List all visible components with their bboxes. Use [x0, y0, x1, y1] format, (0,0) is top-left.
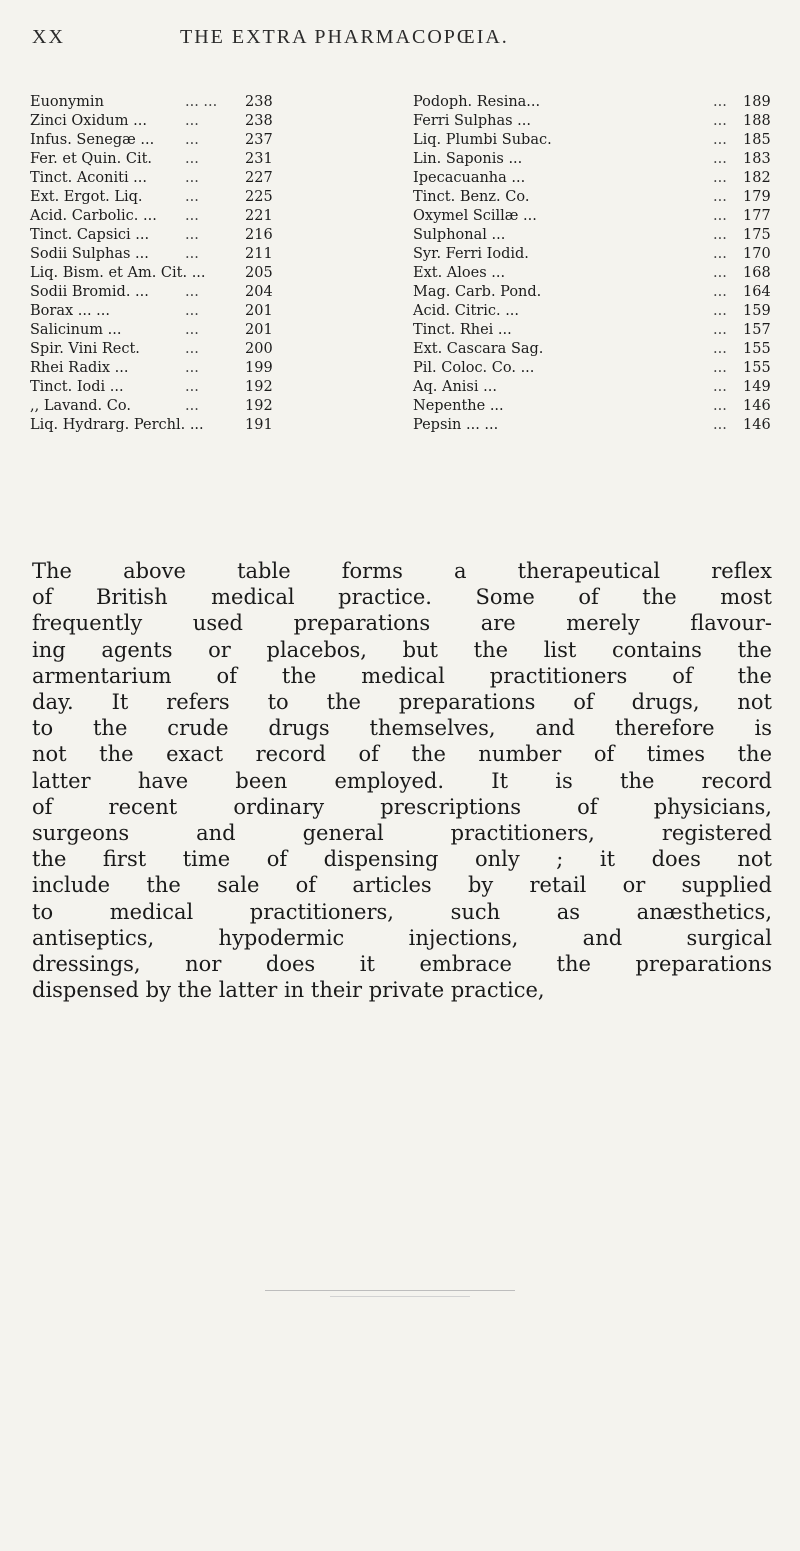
table-row: [30, 150, 400, 169]
paragraph-line: of British medical practice. Some of the most: [32, 585, 772, 610]
leader-dots: ...: [185, 322, 199, 338]
leader-dots: ...: [185, 132, 199, 148]
leader-dots: ...: [713, 227, 727, 243]
table-row: [413, 359, 793, 378]
prescription-count: 157: [743, 322, 771, 338]
preparation-name: Infus. Senegæ ...: [30, 132, 155, 148]
page-number: XX: [32, 26, 65, 48]
preparation-name: Acid. Citric. ...: [413, 303, 520, 319]
leader-dots: ...: [713, 398, 727, 414]
prescription-count: 146: [743, 417, 771, 433]
preparation-name: Tinct. Aconiti ...: [30, 170, 148, 186]
table-row: [413, 416, 793, 435]
preparation-name: Liq. Plumbi Subac.: [413, 132, 552, 148]
leader-dots: ...: [713, 341, 727, 357]
paragraph-line: dispensed by the latter in their private practice,: [32, 978, 545, 1003]
leader-dots: ...: [185, 151, 199, 167]
prescription-count: 164: [743, 284, 771, 300]
leader-dots: ...: [185, 398, 199, 414]
prescription-count: 159: [743, 303, 771, 319]
prescription-count: 192: [245, 398, 273, 414]
paragraph-line: latter have been employed. It is the record: [32, 768, 772, 793]
prescription-count: 201: [245, 322, 273, 338]
preparation-name: Podoph. Resina...: [413, 94, 541, 110]
table-row: [30, 188, 400, 207]
table-row: [413, 131, 793, 150]
footer-rule-short: [330, 1296, 470, 1297]
preparation-name: Sulphonal ...: [413, 227, 506, 243]
prescription-count: 177: [743, 208, 771, 224]
table-row: [413, 283, 793, 302]
preparation-name: Ext. Cascara Sag.: [413, 341, 544, 357]
prescription-count: 149: [743, 379, 771, 395]
prescription-count: 155: [743, 341, 771, 357]
prescription-count: 191: [245, 417, 273, 433]
leader-dots: ...: [185, 360, 199, 376]
preparation-name: Nepenthe ...: [413, 398, 504, 414]
paragraph-line: not the exact record of the number of times the: [32, 742, 772, 767]
leader-dots: ...: [185, 341, 199, 357]
prescription-count: 199: [245, 360, 273, 376]
paragraph-line: to medical practitioners, such as anæsthetics,: [32, 899, 772, 924]
prescription-count: 155: [743, 360, 771, 376]
table-row: [413, 321, 793, 340]
preparation-name: Ext. Ergot. Liq.: [30, 189, 143, 205]
leader-dots: ...: [713, 189, 727, 205]
running-title: THE EXTRA PHARMACOPŒIA.: [180, 26, 509, 48]
preparation-name: Acid. Carbolic. ...: [30, 208, 157, 224]
paragraph-line: antiseptics, hypodermic injections, and surgical: [32, 925, 772, 950]
leader-dots: ...: [713, 379, 727, 395]
table-column-right: [413, 93, 793, 435]
table-row: [30, 302, 400, 321]
leader-dots: ...: [185, 113, 199, 129]
leader-dots: ... ...: [185, 94, 218, 110]
preparation-name: Fer. et Quin. Cit.: [30, 151, 153, 167]
table-column-left: [30, 93, 400, 435]
preparation-name: Pil. Coloc. Co. ...: [413, 360, 535, 376]
table-row: [30, 340, 400, 359]
paragraph-line: include the sale of articles by retail or supplied: [32, 873, 772, 898]
prescription-count: 182: [743, 170, 771, 186]
preparation-name: Oxymel Scillæ ...: [413, 208, 537, 224]
preparation-name: Mag. Carb. Pond.: [413, 284, 542, 300]
table-row: [413, 245, 793, 264]
prescription-count: 188: [743, 113, 771, 129]
leader-dots: ...: [185, 208, 199, 224]
prescription-count: 200: [245, 341, 273, 357]
table-row: [30, 169, 400, 188]
preparation-name: Lin. Saponis ...: [413, 151, 523, 167]
footer-rule: [265, 1290, 515, 1291]
table-row: [30, 226, 400, 245]
table-row: [413, 93, 793, 112]
preparation-name: Sodii Bromid. ...: [30, 284, 149, 300]
paragraph-line: The above table forms a therapeutical reflex: [32, 559, 772, 583]
table-row: [30, 378, 400, 397]
preparation-name: Ext. Aloes ...: [413, 265, 506, 281]
paragraph-line: of recent ordinary prescriptions of physicians,: [32, 794, 772, 819]
prescription-count: 238: [245, 94, 273, 110]
preparation-name: Tinct. Capsici ...: [30, 227, 150, 243]
table-row: [30, 93, 400, 112]
leader-dots: ...: [713, 113, 727, 129]
leader-dots: ...: [713, 265, 727, 281]
table-row: [30, 264, 400, 283]
prescription-count: 225: [245, 189, 273, 205]
paragraph-line: the first time of dispensing only ; it does not: [32, 847, 772, 872]
table-row: [30, 397, 400, 416]
prescription-count: 216: [245, 227, 273, 243]
preparation-name: ,, Lavand. Co.: [30, 398, 131, 414]
leader-dots: ...: [185, 379, 199, 395]
preparation-name: Salicinum ...: [30, 322, 122, 338]
prescription-count: 189: [743, 94, 771, 110]
leader-dots: ...: [713, 322, 727, 338]
table-row: [413, 150, 793, 169]
leader-dots: ...: [185, 189, 199, 205]
table-row: [30, 416, 400, 435]
prescription-count: 170: [743, 246, 771, 262]
table-row: [413, 169, 793, 188]
prescription-count: 201: [245, 303, 273, 319]
table-row: [413, 264, 793, 283]
prescription-count: 221: [245, 208, 273, 224]
page-header: [32, 26, 780, 56]
table-row: [413, 397, 793, 416]
leader-dots: ...: [713, 132, 727, 148]
prescription-count: 227: [245, 170, 273, 186]
leader-dots: ...: [713, 208, 727, 224]
table-row: [30, 359, 400, 378]
leader-dots: ...: [713, 170, 727, 186]
preparation-name: Aq. Anisi ...: [413, 379, 497, 395]
prescription-count: 205: [245, 265, 273, 281]
body-paragraph: [32, 558, 772, 1003]
table-row: [30, 321, 400, 340]
leader-dots: ...: [185, 246, 199, 262]
prescription-count: 146: [743, 398, 771, 414]
paragraph-line: armentarium of the medical practitioners of the: [32, 663, 772, 688]
preparation-name: Tinct. Iodi ...: [30, 379, 124, 395]
table-row: [413, 188, 793, 207]
leader-dots: ...: [185, 303, 199, 319]
prescription-count: 211: [245, 246, 273, 262]
preparation-name: Euonymin: [30, 94, 104, 110]
preparation-name: Liq. Bism. et Am. Cit. ...: [30, 265, 206, 281]
prescription-count: 237: [245, 132, 273, 148]
leader-dots: ...: [713, 246, 727, 262]
preparation-name: Zinci Oxidum ...: [30, 113, 147, 129]
leader-dots: ...: [713, 417, 727, 433]
prescription-count: 175: [743, 227, 771, 243]
table-row: [30, 131, 400, 150]
prescription-count: 185: [743, 132, 771, 148]
prescription-count: 231: [245, 151, 273, 167]
preparation-name: Ipecacuanha ...: [413, 170, 526, 186]
leader-dots: ...: [713, 360, 727, 376]
table-row: [30, 245, 400, 264]
leader-dots: ...: [185, 170, 199, 186]
prescription-count: 192: [245, 379, 273, 395]
preparation-name: Syr. Ferri Iodid.: [413, 246, 529, 262]
leader-dots: ...: [713, 303, 727, 319]
paragraph-line: day. It refers to the preparations of drugs, not: [32, 690, 772, 715]
table-row: [413, 302, 793, 321]
paragraph-line: frequently used preparations are merely flavour-: [32, 611, 772, 636]
table-row: [30, 283, 400, 302]
preparation-name: Tinct. Rhei ...: [413, 322, 512, 338]
leader-dots: ...: [185, 284, 199, 300]
table-row: [413, 226, 793, 245]
preparation-name: Pepsin ... ...: [413, 417, 499, 433]
leader-dots: ...: [713, 284, 727, 300]
paragraph-line: dressings, nor does it embrace the preparations: [32, 952, 772, 977]
leader-dots: ...: [713, 151, 727, 167]
paragraph-line: ing agents or placebos, but the list contains the: [32, 637, 772, 662]
preparation-name: Liq. Hydrarg. Perchl. ...: [30, 417, 204, 433]
prescription-count: 179: [743, 189, 771, 205]
table-row: [30, 207, 400, 226]
table-row: [413, 112, 793, 131]
prescription-count: 238: [245, 113, 273, 129]
paragraph-line: surgeons and general practitioners, registered: [32, 821, 772, 846]
preparation-name: Ferri Sulphas ...: [413, 113, 532, 129]
leader-dots: ...: [185, 227, 199, 243]
preparation-name: Tinct. Benz. Co.: [413, 189, 530, 205]
table-row: [413, 207, 793, 226]
preparation-name: Sodii Sulphas ...: [30, 246, 149, 262]
table-row: [413, 378, 793, 397]
paragraph-line: to the crude drugs themselves, and therefore is: [32, 716, 772, 741]
leader-dots: ...: [713, 94, 727, 110]
table-row: [413, 340, 793, 359]
preparation-name: Rhei Radix ...: [30, 360, 129, 376]
prescription-count: 204: [245, 284, 273, 300]
prescription-count: 168: [743, 265, 771, 281]
table-row: [30, 112, 400, 131]
preparation-name: Borax ... ...: [30, 303, 111, 319]
prescription-count: 183: [743, 151, 771, 167]
preparation-name: Spir. Vini Rect.: [30, 341, 140, 357]
